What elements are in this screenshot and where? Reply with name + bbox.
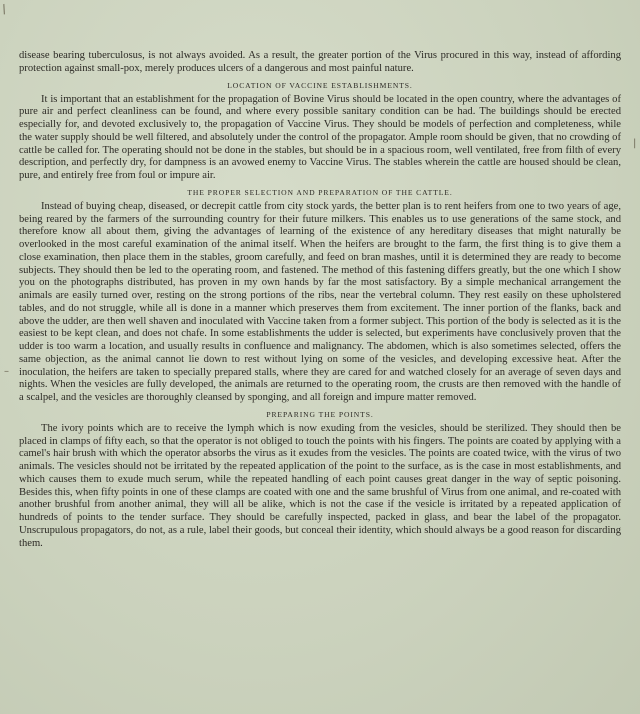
section-heading-cattle: THE PROPER SELECTION AND PREPARATION OF THE CATTLE. [187,187,453,197]
points-paragraph: The ivory points which are to receive the lymph which is now exuding from the vesicles, should be sterilized. They should then be placed in clamps of fifty each, so that the operator is not obliged to touch the points with his fingers. The points are coated by applying with a camel's hair brush with which the operator absorbs the virus as it exudes from the vesicles. The points are coated twice, with the virus of two animals. The vesicles should not be irritated by the repeated application of the point to the surface, as is the case in most establishments, and which causes them to exude much serum, while the repeated handling of each point causes great danger in the way of septic poisoning. Besides this, when fifty points in one of these clamps are coated with one and the same brushful of Virus from one animal, and re-coated with another brushful from another animal, they will all be alike, which is not the case if the vesicle is irritated by a repeated application of hundreds of points to the tender surface. They should be carefully inspected, packed in glass, and bear the label of the propagator. Unscrupulous propagators, do not, as a rule, label their goods, but conceal their identity, which should always be a good reason for discarding them. [19,422,621,549]
opening-paragraph: disease bearing tuberculosus, is not always avoided. As a result, the greater portion of the Virus procured in this way, instead of affording protection against small-pox, merely produces ulcers of a dangerous and most painful nature. [19,50,621,74]
corner-tick-mark: / [0,1,9,17]
document-page [19,50,621,550]
section-heading-location: LOCATION OF VACCINE ESTABLISHMENTS. [227,80,413,90]
margin-tick-mark: | [633,138,637,149]
section-heading-points: PREPARING THE POINTS. [266,409,374,419]
cattle-paragraph: Instead of buying cheap, diseased, or decrepit cattle from city stock yards, the better plan is to rent heifers from one to two years of age, being reared by the farmers of the surrounding country for their future milkers. This enables us to use generations of the same stock, and therefore know all about them, giving the advantages of learning of the existence of any hereditary diseases that might naturally be overlooked in the most careful examination of the animal itself. When the heifers are brought to the farm, the first thing is to give them a close examination, then place them in the stables, groom carefully, and feed on bran mashes, until it is determined they are ready to become subjects. They should then be led to the operating room, and fastened. The method of this fastening differs greatly, but the one which I show you on the photographs distributed, has proven in my own hands by far the most satisfactory. By a simple mechanical arrangement the animals are easily turned over, resting on the strong portions of the ribs, near the vertebral column. They rest easily on these upholstered tables, and do not struggle, while all is done in a manner which preserves them from excitement. The inner portion of the flanks, back and above the udder, are then well shaven and inoculated with Vaccine taken from a former subject. This portion of the body is selected as it is the easiest to be kept clean, and does not chafe. In some establishments the udder is selected, but experiments have conclusively proven that the udder is too warm a location, and usually results in confluence and malignancy. The abdomen, which is also sometimes selected, offers the same objection, as the animal cannot lie down to rest without lying on some of the vesicles, and developing excessive heat. After the inoculation, the heifers are taken to specially prepared stalls, where they are cared for and watched closely for an average of seven days and nights. When the vesicles are fully developed, the animals are returned to the operating room, the crusts are then removed with the handle of a scalpel, and the vesicles are thoroughly cleansed by sponging, and all foreign and impure matter removed. [19,200,621,403]
margin-dash-mark: – [4,366,9,377]
location-paragraph: It is important that an establishment for the propagation of Bovine Virus should be located in the open country, where the advantages of pure air and perfect cleanliness can be found, and where every possible sanitary condition can be had. The buildings should be erected especially for, and devoted exclusively to, the propagation of Vaccine Virus. They should be models of perfection and completeness, while the water supply should be well filtered, and absolutely under the control of the propagator. Ample room should be given, that no crowding of cattle be called for. The operating should not be done in the stables, but should be in a spacious room, well ventilated, free from filth of every description, and perfectly dry, for dampness is an avowed enemy to Vaccine Virus. The stables wherein the cattle are housed should be clean, pure, and entirely free from foul or impure air. [19,93,621,181]
